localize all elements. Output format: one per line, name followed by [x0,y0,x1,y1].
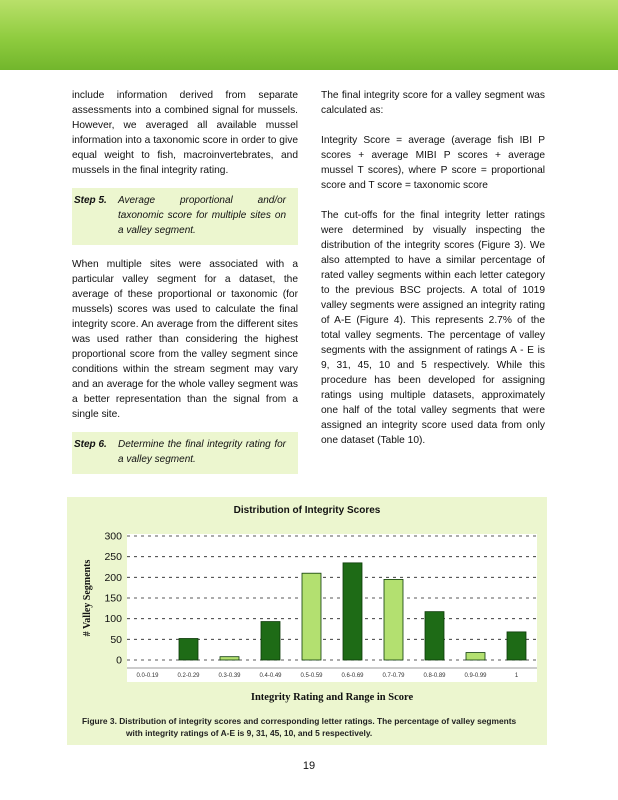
step-5-box [72,188,298,245]
x-tick-label: 0.4-0.49 [259,673,282,679]
bar-0.6-0.69 [343,563,362,660]
right-paragraph-1: The final integrity score for a valley segment was calculated as: [321,90,545,116]
y-tick-label: 250 [104,551,122,564]
figure-caption [82,715,538,739]
step-6-label: Step 6. [74,439,107,450]
step-6-box [72,432,298,474]
y-tick-label: 200 [104,571,122,584]
y-tick-label: 100 [104,613,122,626]
x-tick-label: 0.5-0.59 [300,673,323,679]
chart-title: Distribution of Integrity Scores [233,505,381,516]
x-tick-label: 1 [514,673,519,679]
bar-0.8-0.89 [425,612,444,660]
right-paragraph-2: Integrity Score = average (average fish IBI P scores + average MIBI P scores + average mussel T scores), where P score = proportional score and T score = taxonomic score [321,135,545,191]
left-paragraph-1: include information derived from separate assessments into a combined signal for mussels. However, we averaged all available mussel information into a taxonomic score in order to give equal weight to fish, macroinvertebrates, and mussels in the final integrity rating. [72,90,298,176]
x-tick-label: 0.7-0.79 [382,673,405,679]
y-tick-label: 150 [104,592,122,605]
bar-1 [507,632,526,660]
caption-line-1: Figure 3. Distribution of integrity scores and corresponding letter ratings. The percentage of valley segments [82,716,517,726]
x-tick-label: 0.9-0.99 [464,673,487,679]
right-paragraph-3: The cut-offs for the final integrity letter ratings were determined by visually inspecting the distribution of the integrity scores (Figure 3). We also attempted to have a similar percentage of rated valley segments within each letter category to the previous BSC projects. A total of 1019 valley segments were assigned an integrity rating of A-E (Figure 4). This represents 2.7% of the total valley segments. The percentage of valley segments with the assignment of ratings A - E is 9, 31, 45, 10 and 5 respectively. While this procedure has been developed for assigning ratings using multiple datasets, approximately one half of the total valley segments that were assigned an integrity score used data from only one dataset (Table 10). [321,210,545,446]
x-tick-label: 0.2-0.29 [177,673,200,679]
x-tick-label: 0.0-0.19 [136,673,159,679]
bar-0.3-0.39 [220,657,239,660]
bar-0.9-0.99 [466,653,485,660]
bar-0.4-0.49 [261,622,280,660]
y-tick-label: 0 [116,654,122,667]
header-band [0,0,618,70]
y-tick-label: 300 [104,530,122,543]
x-tick-label: 0.6-0.69 [341,673,364,679]
x-axis-title: Integrity Rating and Range in Score [250,692,414,703]
step-5-label: Step 5. [74,195,107,206]
x-tick-label: 0.3-0.39 [218,673,241,679]
step-6-text: Determine the final integrity rating for a valley segment. [118,439,286,465]
y-axis-title: # Valley Segments [82,559,93,637]
bar-0.5-0.59 [302,573,321,660]
bar-0.2-0.29 [179,639,198,660]
caption-line-2: with integrity ratings of A-E is 9, 31, 45, 10, and 5 respectively. [126,728,373,738]
step-5-text: Average proportional and/or taxonomic score for multiple sites on a valley segment. [118,195,286,236]
x-tick-label: 0.8-0.89 [423,673,446,679]
y-tick-label: 50 [110,633,122,646]
right-column [321,88,545,463]
left-column [72,88,298,486]
left-paragraph-2: When multiple sites were associated with a particular valley segment for a dataset, the average of these proportional or taxonomic (for mussels) scores was used to calculate the final integrity score. An average from the different sites was used rather than considering the highest proportional score from the valley segment since conditions within the stream segment may vary and an average for the whole valley segment was a better representation than the signal from a single site. [72,259,298,420]
figure-3-panel [67,497,547,745]
bar-0.7-0.79 [384,579,403,660]
integrity-chart [67,497,547,745]
page-number: 19 [302,760,316,772]
